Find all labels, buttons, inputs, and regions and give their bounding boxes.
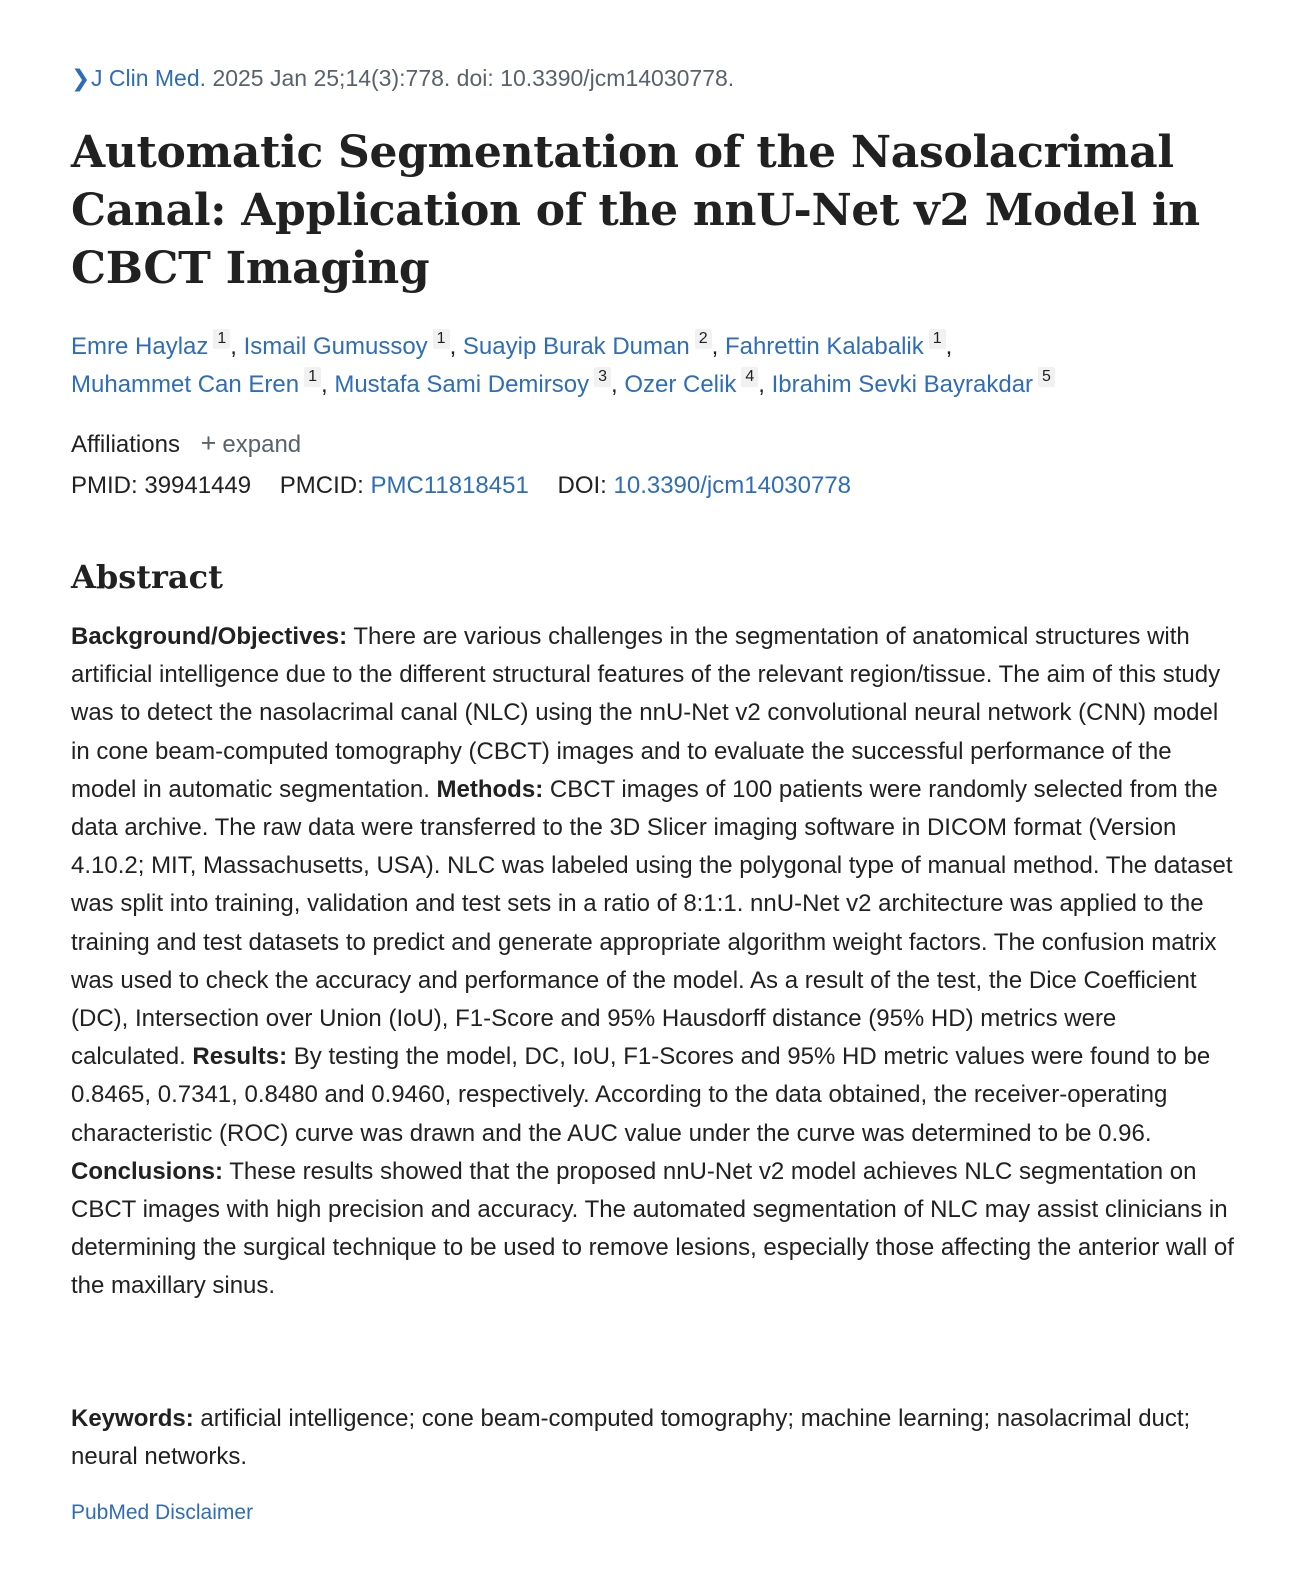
conclusions-label: Conclusions: (71, 1157, 224, 1185)
journal-link[interactable]: J Clin Med. (91, 65, 207, 91)
chevron-right-icon[interactable]: ❯ (71, 65, 91, 91)
background-label: Background/Objectives: (71, 623, 348, 650)
plus-icon[interactable]: + (200, 428, 217, 458)
pmid-label: PMID: (71, 472, 138, 499)
keywords (71, 1400, 1236, 1476)
author-link[interactable]: Ibrahim Sevki Bayrakdar (771, 371, 1034, 398)
affiliation-ref[interactable]: 3 (594, 367, 611, 387)
results-text: By testing the model, DC, IoU, F1-Scores and 95% HD metric values were found to be 0.8465, 0.7341, 0.8480 and 0.9460, respectively. According to the data obtained, the receiver-operating characteristic (ROC) curve was drawn and the AUC value under the curve was determined to be 0.96. (71, 1043, 1211, 1147)
author-link[interactable]: Ismail Gumussoy (243, 333, 428, 360)
author-link[interactable]: Mustafa Sami Demirsoy (334, 371, 590, 398)
affiliations-label: Affiliations (71, 431, 180, 458)
pmid-value: 39941449 (144, 472, 252, 499)
abstract-body (71, 618, 1236, 1306)
affiliation-ref[interactable]: 5 (1038, 367, 1055, 387)
article-title: Automatic Segmentation of the Nasolacrimal Canal: Application of the nnU-Net v2 Model in CBCT Imaging (71, 127, 1200, 294)
affiliation-ref[interactable]: 1 (433, 329, 450, 349)
identifiers-row (71, 469, 851, 503)
affiliation-ref[interactable]: 1 (304, 367, 321, 387)
pubmed-disclaimer-link[interactable]: PubMed Disclaimer (71, 1501, 254, 1524)
keywords-text: artificial intelligence; cone beam-computed tomography; machine learning; nasolacrimal duct; neural networks. (71, 1405, 1191, 1470)
abstract-heading: Abstract (71, 558, 223, 596)
citation-details: 2025 Jan 25;14(3):778. doi: 10.3390/jcm14030778. (212, 65, 735, 91)
author-link[interactable]: Fahrettin Kalabalik (724, 333, 924, 360)
author-link[interactable]: Ozer Celik (624, 371, 737, 398)
doi-link[interactable]: 10.3390/jcm14030778 (613, 472, 852, 499)
conclusions-text: These results showed that the proposed nnU-Net v2 model achieves NLC segmentation on CBCT images with high precision and accuracy. The automated segmentation of NLC may assist clinicians in determining the surgical technique to be used to remove lesions, especially those affecting the anterior wall of the maxillary sinus. (71, 1157, 1234, 1300)
author-list: Emre Haylaz 1 , Ismail Gumussoy 1 , Suayip Burak Duman 2 , Fahrettin Kalabalik 1 , Muhammet Can Eren 1 , Mustafa Sami Demirsoy 3 , Ozer Celik 4 , Ibrahim Sevki Bayrakdar 5 (71, 328, 1231, 404)
keywords-label: Keywords: (71, 1405, 194, 1432)
affiliation-ref[interactable]: 4 (741, 367, 758, 387)
methods-label: Methods: (436, 775, 544, 803)
affiliation-ref[interactable]: 2 (695, 329, 712, 349)
background-text: There are various challenges in the segmentation of anatomical structures with artificial intelligence due to the different structural features of the relevant region/tissue. The aim of this study was to detect the nasolacrimal canal (NLC) using the nnU-Net v2 convolutional neural network (CNN) model in cone beam-computed tomography (CBCT) images and to evaluate the successful performance of the model in automatic segmentation. (71, 623, 1221, 803)
affiliations-expand-button[interactable]: expand (222, 431, 302, 458)
author-link[interactable]: Suayip Burak Duman (462, 333, 690, 360)
affiliation-ref[interactable]: 1 (929, 329, 946, 349)
affiliation-ref[interactable]: 1 (213, 329, 230, 349)
methods-text: CBCT images of 100 patients were randomly selected from the data archive. The raw data were transferred to the 3D Slicer imaging software in DICOM format (Version 4.10.2; MIT, Massachusetts, USA). NLC was labeled using the polygonal type of manual method. The dataset was split into training, validation and test sets in a ratio of 8:1:1. nnU-Net v2 architecture was applied to the training and test datasets to predict and generate appropriate algorithm weight factors. The confusion matrix was used to check the accuracy and performance of the model. As a result of the test, the Dice Coefficient (DC), Intersection over Union (IoU), F1-Score and 95% Hausdorff distance (95% HD) metrics were calculated. (71, 775, 1233, 1071)
doi-label: DOI: (557, 472, 607, 499)
citation-line (71, 62, 734, 94)
pmcid-link[interactable]: PMC11818451 (370, 472, 529, 499)
pmcid-label: PMCID: (279, 472, 364, 499)
author-link[interactable]: Emre Haylaz (71, 333, 209, 360)
author-link[interactable]: Muhammet Can Eren (71, 371, 300, 398)
results-label: Results: (192, 1043, 288, 1071)
affiliations-row (71, 426, 301, 462)
